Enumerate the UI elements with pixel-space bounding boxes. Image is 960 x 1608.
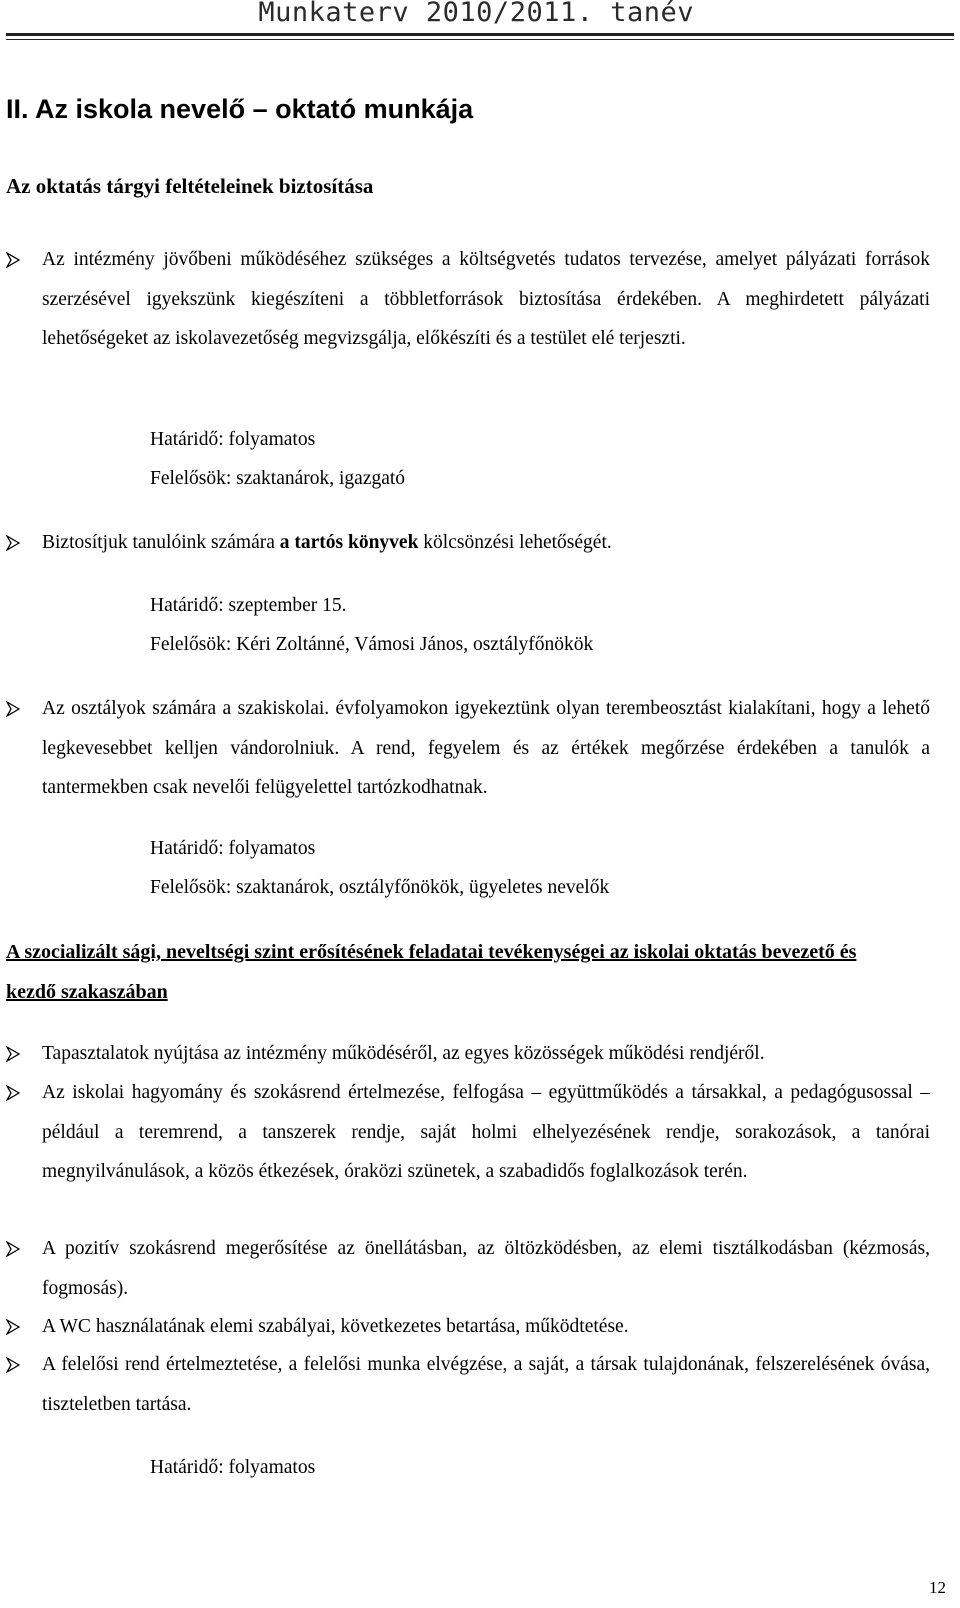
section1-title: Az oktatás tárgyi feltételeinek biztosítása bbox=[6, 174, 374, 198]
s2-item5-text: A felelősi rend értelmeztetése, a felelősi munka elvégzése, a saját, a társak tulajdonának, felszerelésének óvása, tiszteletben tartása. bbox=[42, 1354, 930, 1415]
s2-item1-text: Tapasztalatok nyújtása az intézmény működéséről, az egyes közösségek működési rendjéről. bbox=[42, 1043, 765, 1064]
s1-item2-text-after: kölcsönzési lehetőségét. bbox=[418, 532, 612, 553]
page-header bbox=[0, 0, 960, 34]
arrow-bullet-icon bbox=[6, 1345, 30, 1373]
s1-item2-deadline: Határidő: szeptember 15. bbox=[150, 595, 347, 616]
arrow-bullet-icon bbox=[6, 1073, 30, 1101]
arrow-bullet-icon bbox=[6, 689, 30, 717]
s2-item3-text: A pozitív szokásrend megerősítése az önellátásban, az öltözködésben, az elemi tisztálkodásban (kézmosás, fogmosás). bbox=[42, 1238, 930, 1299]
section2-title: A szocializált sági, neveltségi szint erősítésének feladatai tevékenységei az iskolai oktatás bevezető és kezdő szakaszában bbox=[6, 941, 857, 1003]
s2-deadline: Határidő: folyamatos bbox=[150, 1457, 316, 1478]
header-title: Munkaterv 2010/2011. tanév bbox=[258, 0, 694, 28]
s2-item2-text: Az iskolai hagyomány és szokásrend értelmezése, felfogása – együttműködés a társakkal, a pedagógusossal – például a teremrend, a tanszerek rendje, saját holmi elhelyezésének rendje, sorakozások, a tanórai megnyilvánulások, a közös étkezések, óraközi szünetek, a szabadidős foglalkozások terén. bbox=[42, 1082, 930, 1182]
arrow-bullet-icon bbox=[6, 523, 30, 551]
s1-item3-text: Az osztályok számára a szakiskolai. évfolyamokon igyekeztünk olyan terembeosztást kialakítani, hogy a lehető legkevesebbet kelljen vándorolniuk. A rend, fegyelem és az értékek megőrzése érdekében a tanulók a tantermekben csak nevelői felügyelettel tartózkodhatnak. bbox=[42, 698, 930, 798]
s1-item1-text: Az intézmény jövőbeni működéséhez szükséges a költségvetés tudatos tervezése, amelyet pályázati források szerzésével igyekszünk kiegészíteni a többletforrások biztosítása érdekében. A meghirdetett pályázati lehetőségeket az iskolavezetőség megvizsgálja, előkészíti és a testület elé terjeszti. bbox=[42, 249, 930, 349]
s1-item2-responsible: Felelősök: Kéri Zoltánné, Vámosi János, osztályfőnökök bbox=[150, 634, 594, 655]
s1-item2-text-before: Biztosítjuk tanulóink számára bbox=[42, 532, 280, 553]
chapter-heading: II. Az iskola nevelő – oktató munkája bbox=[6, 94, 474, 124]
s1-item2-text bbox=[42, 523, 930, 563]
arrow-bullet-icon bbox=[6, 1307, 30, 1335]
s1-item1-deadline: Határidő: folyamatos bbox=[150, 429, 316, 450]
s1-item2-text-bold: a tartós könyvek bbox=[279, 532, 419, 553]
header-rule-thin bbox=[6, 39, 954, 40]
s1-item1-responsible: Felelősök: szaktanárok, igazgató bbox=[150, 468, 406, 489]
page-number: 12 bbox=[929, 1578, 946, 1597]
arrow-bullet-icon bbox=[6, 1034, 30, 1062]
s1-item3-responsible: Felelősök: szaktanárok, osztályfőnökök, ügyeletes nevelők bbox=[150, 877, 610, 898]
s1-item3-deadline: Határidő: folyamatos bbox=[150, 838, 316, 859]
header-rule-thick bbox=[6, 33, 954, 36]
arrow-bullet-icon bbox=[6, 1229, 30, 1257]
s2-item4-text: A WC használatának elemi szabályai, következetes betartása, működtetése. bbox=[42, 1316, 629, 1337]
arrow-bullet-icon bbox=[6, 240, 30, 268]
